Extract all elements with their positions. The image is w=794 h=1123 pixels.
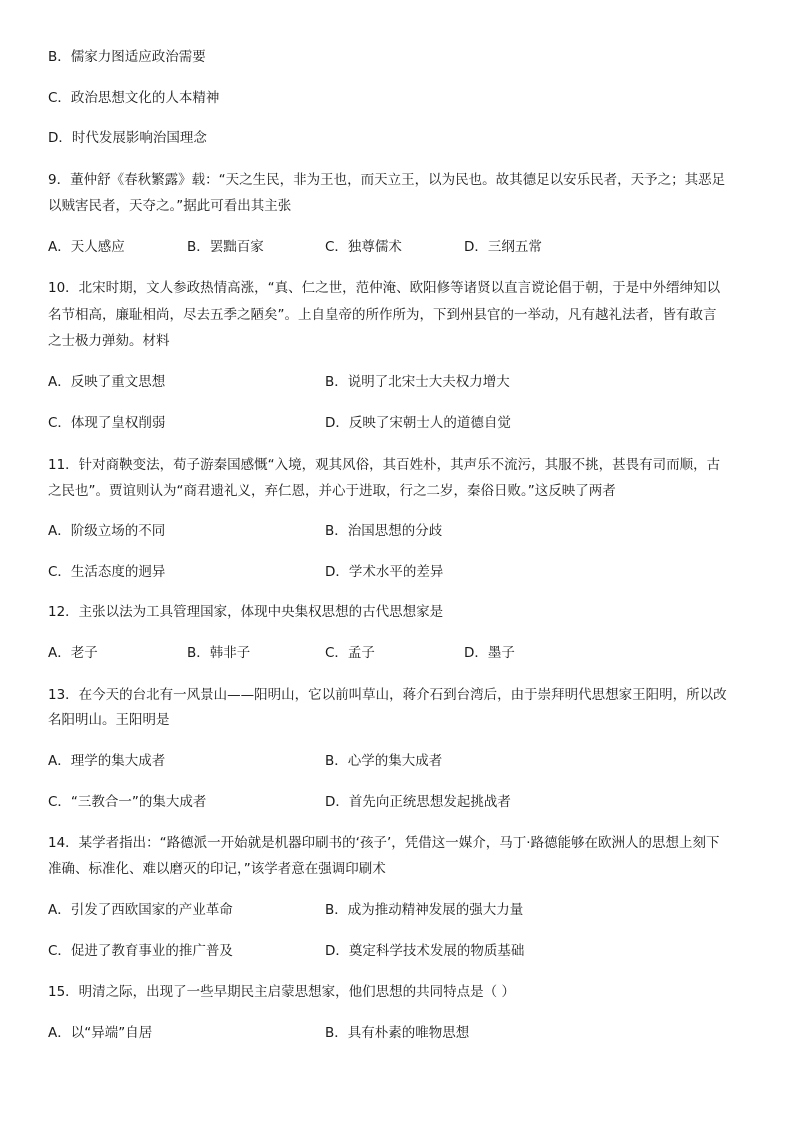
q13-option-c: C．“三教合一”的集大成者 — [48, 794, 207, 810]
q10-option-c: C．体现了皇权削弱 — [48, 415, 166, 431]
q13-option-b: B．心学的集大成者 — [325, 753, 443, 769]
q14-option-a: A．引发了西欧国家的产业革命 — [48, 902, 233, 918]
q10-option-d: D．反映了宋朝士人的道德自觉 — [325, 415, 511, 431]
q11-stem-line-2: 之民也”。贾谊则认为“商君遗礼义，弃仁恩，并心于进取，行之二岁，秦俗日败。”这反映了两者 — [48, 483, 616, 499]
q9-option-c: C．独尊儒术 — [325, 239, 402, 255]
q12-stem-line-1: 12．主张以法为工具管理国家，体现中央集权思想的古代思想家是 — [48, 604, 444, 620]
q12-option-d: D．墨子 — [464, 645, 515, 661]
q10-stem-line-2: 名节相高，廉耻相尚，尽去五季之陋矣”。上自皇帝的所作所为，下到州县官的一举动，凡有越礼法者，皆有敢言 — [48, 307, 717, 323]
q8-option-c: C．政治思想文化的人本精神 — [48, 90, 220, 106]
q8-option-d: D．时代发展影响治国理念 — [48, 130, 207, 146]
q9-option-b: B．罢黜百家 — [187, 239, 264, 255]
q9-option-d: D．三纲五常 — [464, 239, 542, 255]
q14-option-b: B．成为推动精神发展的强大力量 — [325, 902, 524, 918]
q12-option-b: B．韩非子 — [187, 645, 251, 661]
q13-option-d: D．首先向正统思想发起挑战者 — [325, 794, 511, 810]
q15-option-a: A．以“异端”自居 — [48, 1025, 153, 1041]
q11-option-c: C．生活态度的迥异 — [48, 564, 166, 580]
q9-stem-line-1: 9．董仲舒《春秋繁露》载：“天之生民，非为王也，而天立王，以为民也。故其德足以安乐民者，天予之；其恶足 — [48, 172, 726, 188]
q15-option-b: B．具有朴素的唯物思想 — [325, 1025, 470, 1041]
q14-stem-line-2: 准确、标准化、难以磨灭的印记，”该学者意在强调印刷术 — [48, 861, 386, 877]
q11-stem-line-1: 11．针对商鞅变法，荀子游秦国感慨“入境，观其风俗，其百姓朴，其声乐不流污，其服不挑，甚畏有司而顺，古 — [48, 457, 721, 473]
q11-option-a: A．阶级立场的不同 — [48, 523, 166, 539]
q14-option-d: D．奠定科学技术发展的物质基础 — [325, 943, 525, 959]
q10-option-a: A．反映了重文思想 — [48, 374, 166, 390]
q9-option-a: A．天人感应 — [48, 239, 125, 255]
q12-option-a: A．老子 — [48, 645, 98, 661]
q13-stem-line-2: 名阳明山。王阳明是 — [48, 712, 170, 728]
q10-stem-line-1: 10．北宋时期，文人参政热情高涨，“真、仁之世，范仲淹、欧阳修等诸贤以直言谠论倡于朝，于是中外缙绅知以 — [48, 280, 721, 296]
q9-stem-line-2: 以贼害民者，天夺之。”据此可看出其主张 — [48, 198, 292, 214]
q11-option-b: B．治国思想的分歧 — [325, 523, 443, 539]
q8-option-b: B．儒家力图适应政治需要 — [48, 49, 206, 65]
q11-option-d: D．学术水平的差异 — [325, 564, 444, 580]
q14-stem-line-1: 14．某学者指出：“路德派一开始就是机器印刷书的‘孩子’，凭借这一媒介，马丁·路德能够在欧洲人的思想上刻下 — [48, 835, 720, 851]
q13-option-a: A．理学的集大成者 — [48, 753, 166, 769]
q10-stem-line-3: 之士极力弹劾。材料 — [48, 333, 170, 349]
q15-stem-line-1: 15．明清之际，出现了一些早期民主启蒙思想家，他们思想的共同特点是（ ） — [48, 984, 515, 1000]
q10-option-b: B．说明了北宋士大夫权力增大 — [325, 374, 510, 390]
q13-stem-line-1: 13．在今天的台北有一风景山——阳明山，它以前叫草山，蒋介石到台湾后，由于崇拜明代思想家王阳明，所以改 — [48, 687, 727, 703]
q14-option-c: C．促进了教育事业的推广普及 — [48, 943, 233, 959]
q12-option-c: C．孟子 — [325, 645, 375, 661]
